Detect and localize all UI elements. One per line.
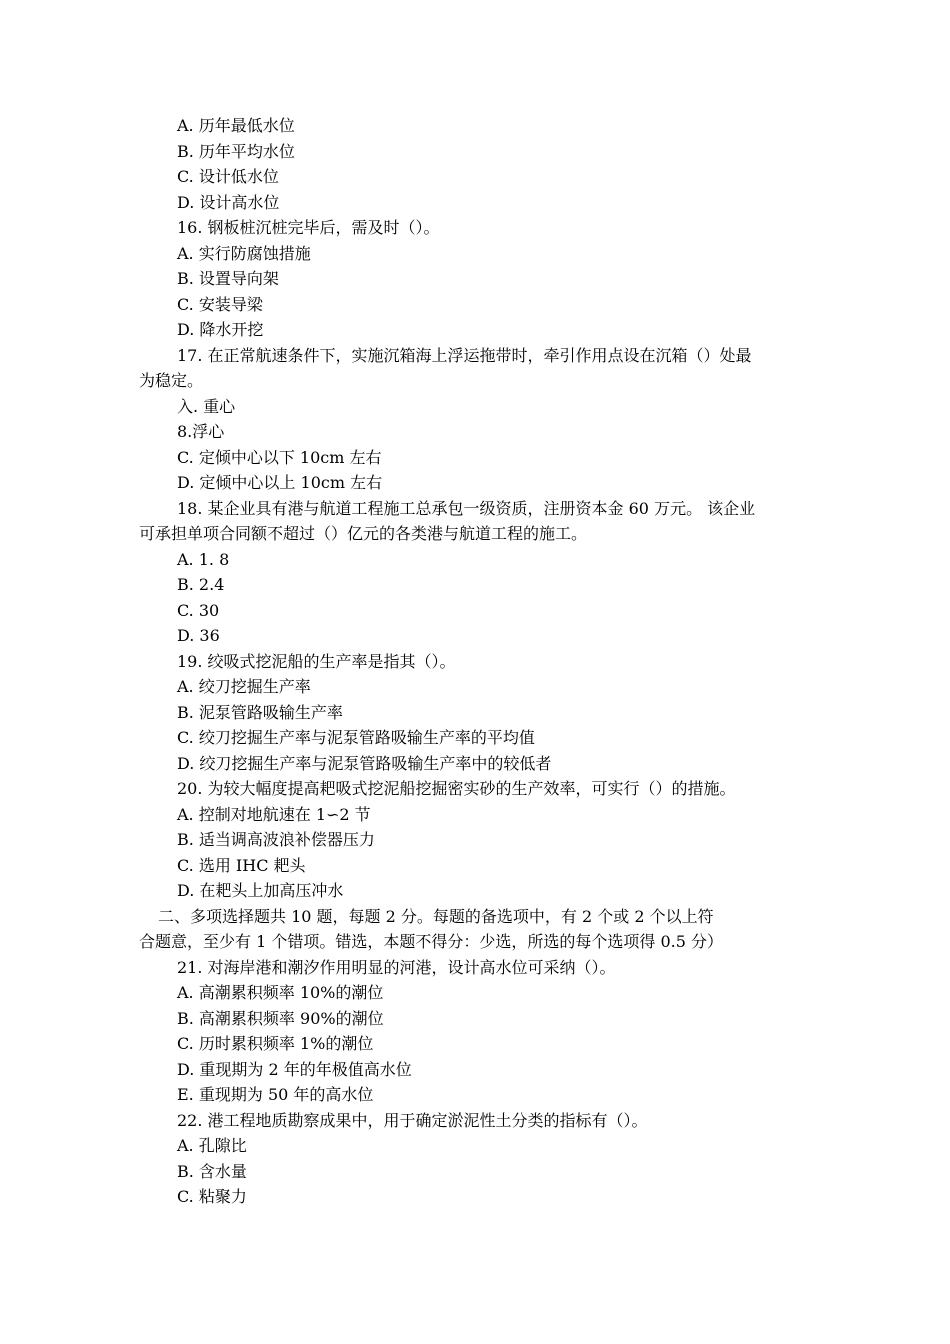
option-line: 8.浮心 xyxy=(177,422,225,441)
section-heading: 合题意，至少有 1 个错项。错选，本题不得分：少选，所选的每个选项得 0.5 分） xyxy=(139,932,723,951)
option-line: C. 设计低水位 xyxy=(177,167,279,186)
question-line: 21. 对海岸港和潮汐作用明显的河港，设计高水位可采纳（）。 xyxy=(177,957,616,977)
option-line: 入. 重心 xyxy=(177,396,236,416)
option-line: A. 1. 8 xyxy=(177,549,230,569)
option-line: D. 设计高水位 xyxy=(177,192,280,212)
option-line: B. 设置导向架 xyxy=(177,269,279,288)
option-line: D. 重现期为 2 年的年极值高水位 xyxy=(177,1059,412,1079)
option-line: A. 实行防腐蚀措施 xyxy=(177,243,311,263)
question-continuation: 为稳定。 xyxy=(139,371,204,390)
option-line: D. 36 xyxy=(177,626,220,645)
option-line: E. 重现期为 50 年的高水位 xyxy=(177,1085,374,1104)
option-line: C. 选用 IHC 耙头 xyxy=(177,855,306,875)
section-heading: 二、多项选择题共 10 题，每题 2 分。每题的备选项中，有 2 个或 2 个以上符 xyxy=(158,906,714,926)
option-line: D. 绞刀挖掘生产率与泥泵管路吸输生产率中的较低者 xyxy=(177,753,552,773)
option-line: D. 在耙头上加高压冲水 xyxy=(177,881,344,900)
option-line: A. 历年最低水位 xyxy=(177,116,295,135)
question-line: 19. 绞吸式挖泥船的生产率是指其（）。 xyxy=(177,651,456,671)
option-line: D. 降水开挖 xyxy=(177,320,264,339)
option-line: B. 适当调高波浪补偿器压力 xyxy=(177,830,375,849)
option-line: B. 历年平均水位 xyxy=(177,141,295,161)
question-line: 22. 港工程地质勘察成果中，用于确定淤泥性土分类的指标有（）。 xyxy=(177,1110,648,1130)
option-line: C. 30 xyxy=(177,600,220,620)
option-line: D. 定倾中心以上 10cm 左右 xyxy=(177,473,383,492)
question-continuation: 可承担单项合同额不超过（）亿元的各类港与航道工程的施工。 xyxy=(139,524,588,543)
option-line: B. 高潮累积频率 90%的潮位 xyxy=(177,1008,384,1028)
option-line: B. 含水量 xyxy=(177,1161,247,1181)
option-line: A. 绞刀挖掘生产率 xyxy=(177,677,311,696)
option-line: A. 控制对地航速在 1∽2 节 xyxy=(177,804,371,824)
question-line: 18. 某企业具有港与航道工程施工总承包一级资质，注册资本金 60 万元。 该企业 xyxy=(177,498,756,518)
option-line: C. 历时累积频率 1%的潮位 xyxy=(177,1034,374,1053)
question-line: 17. 在正常航速条件下，实施沉箱海上浮运拖带时，牵引作用点设在沉箱（）处最 xyxy=(177,345,752,365)
question-line: 20. 为较大幅度提高耙吸式挖泥船挖掘密实砂的生产效率，可实行（）的措施。 xyxy=(177,779,736,798)
option-line: C. 绞刀挖掘生产率与泥泵管路吸输生产率的平均值 xyxy=(177,728,535,747)
option-line: A. 高潮累积频率 10%的潮位 xyxy=(177,983,384,1002)
option-line: C. 安装导梁 xyxy=(177,294,263,314)
document-body xyxy=(0,113,950,1210)
option-line: B. 泥泵管路吸输生产率 xyxy=(177,702,343,722)
question-line: 16. 钢板桩沉桩完毕后，需及时（）。 xyxy=(177,218,440,237)
option-line: C. 粘聚力 xyxy=(177,1187,247,1206)
option-line: C. 定倾中心以下 10cm 左右 xyxy=(177,447,382,467)
option-line: B. 2.4 xyxy=(177,575,225,594)
option-line: A. 孔隙比 xyxy=(177,1136,247,1155)
